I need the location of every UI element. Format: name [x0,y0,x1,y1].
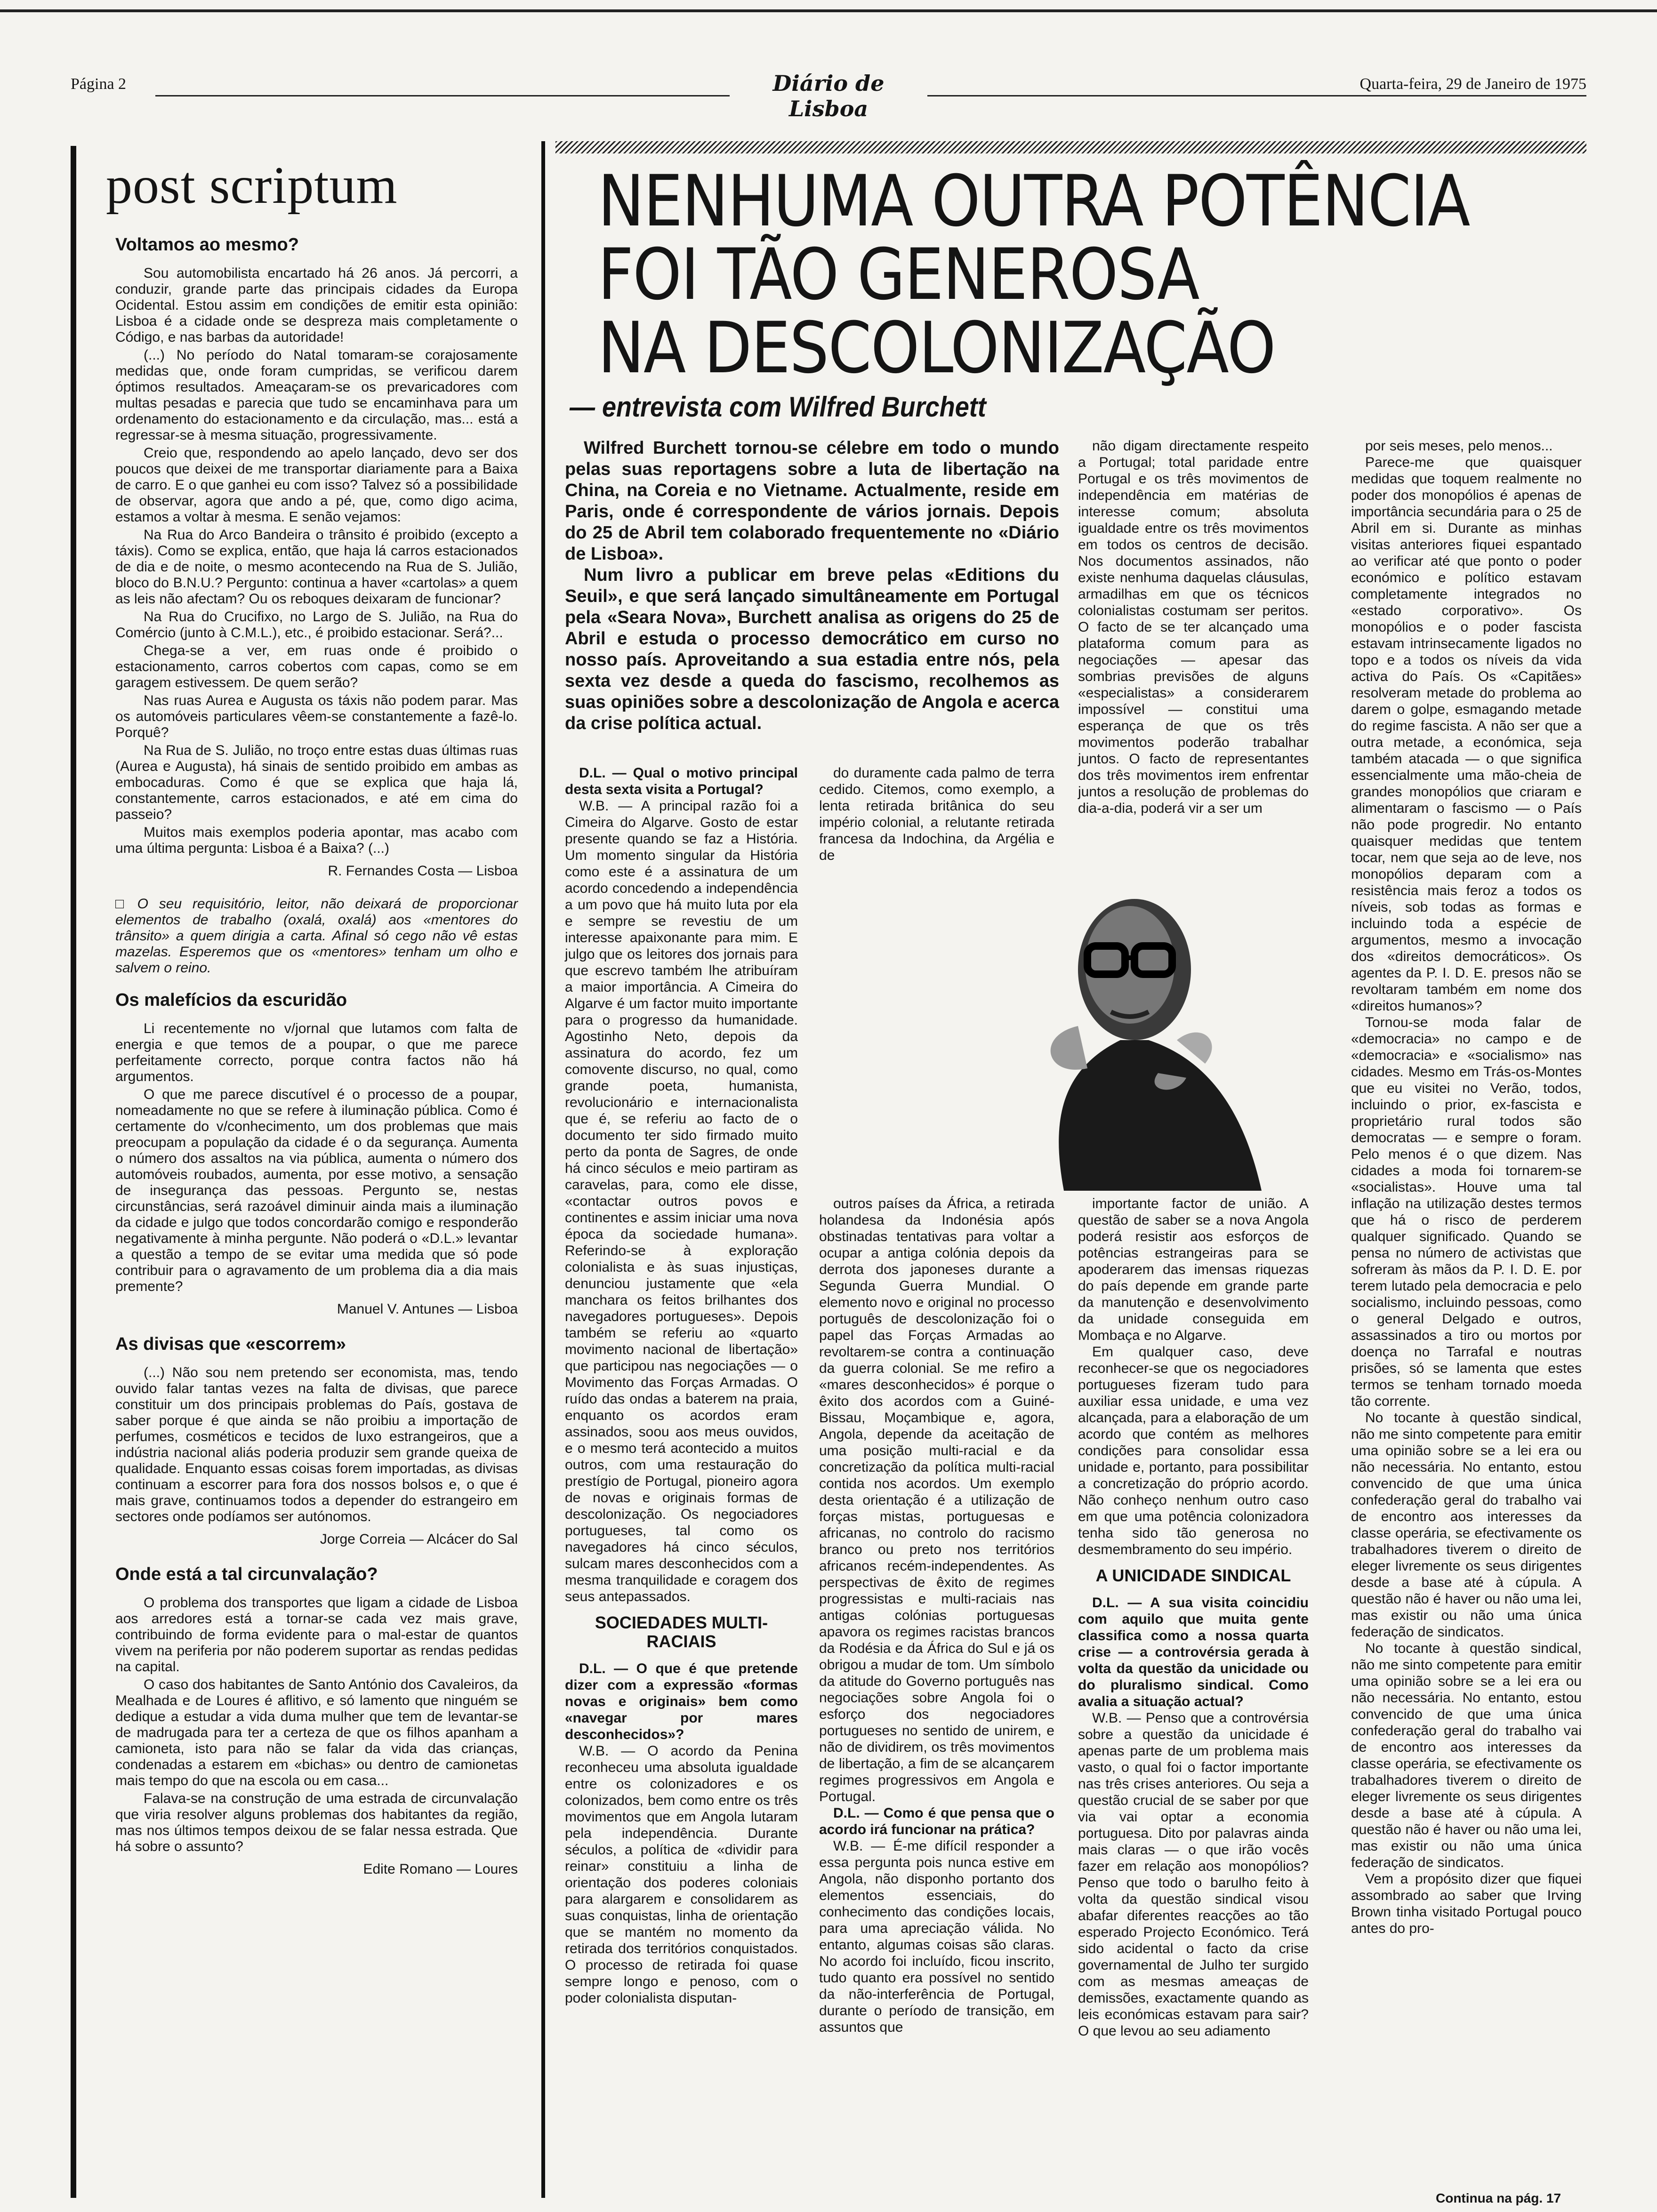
masthead [71,71,1586,121]
page-number: Página 2 [71,75,127,93]
letter-signature: R. Fernandes Costa — Lisboa [328,863,518,879]
column-bar [71,146,76,2198]
section-paragraph: Sou automobilista encartado há 26 anos. Já percorri, a conduzir, grande parte das principais cidades da Europa Ocidental. Estou assim em condições de emitir esta opinião: Lisboa é a cidade onde se despreza mais completamente o Código, e nas barbas da autoridade! [115,265,518,345]
section-paragraph: (...) No período do Natal tomaram-se corajosamente medidas que, onde foram cumpridas, se verificou darem óptimos resultados. Ameaçaram-se os prevaricadores com multas pesadas e parecia que tudo se encaminhava para um ordenamento do estacionamento e da circulação, mas... está a regressar-se à mesma situação, progressivamente. [115,347,518,443]
interview-answer: outros países da África, a retirada holandesa da Indonésia após obstinadas tentativas para voltar a ocupar a antiga colónia depois da derrota dos japoneses durante a Segunda Guerra Mundial. O elemento novo e original no processo português de descolonização foi o papel das Forças Armadas ao revoltarem-se contra a continuação da guerra colonial. Se me refiro a «mares desconhecidos» é porque o êxito dos acordos com a Guiné-Bissau, Moçambique e, agora, Angola, depende da aceitação de uma posição multi-racial e da concretização da política multi-racial contida nos acordos. Um exemplo desta orientação é a utilização de forças mistas, portuguesas e africanas, no controlo do racismo branco ou preto nos territórios africanos recém-independentes. As perspectivas de êxito de regimes progressistas e multi-raciais nas antigas colónias portuguesas apavora os regimes racistas brancos da Rodésia e da África do Sul e já os obrigou a mudar de tom. Um símbolo da atitude do Governo português nas negociações sobre Angola foi o esforço dos negociadores portugueses no sentido de unirem, e não de dividirem, os três movimentos de libertação, a fim de se alcançarem regimes progressivos em Angola e Portugal. [819,1196,1054,1804]
section-paragraph: O problema dos transportes que ligam a cidade de Lisboa aos arredores está a tornar-se cada vez mais grave, contribuindo de forma evidente para o mal-estar de quantos vivem na periferia por não poderem suportar as rendas pedidas na capital. [115,1595,518,1675]
section-body [115,1021,518,1295]
section-title: As divisas que «escorrem» [115,1334,346,1354]
post-scriptum-column [71,141,518,2198]
article-column-2-top [819,765,1054,864]
interview-answer: por seis meses, pelo menos... [1365,438,1553,454]
interview-answer: Parece-me que quaisquer medidas que toquem realmente no poder dos monopólios é apenas de importância secundária para o 25 de Abril em si. Durante as minhas visitas anteriores fiquei espantado ao verificar até que ponto o poder económico e político estavam completamente integrados no «estado corporativo». Os monopólios e o poder fascista estavam intrinsecamente ligados no topo e a todos os níveis da vida activa do País. Os «Capitães» resolveram metade do problema ao darem o golpe, esmagando metade do regime fascista. A não ser que a outra metade, a económica, seja também atacada — o que significa essencialmente uma mão-cheia de grandes monopólios que criaram e alimentaram o fascismo — o País não pode progredir. No entanto quaisquer medidas que tentem tocar, nem que seja ao de leve, nos monopólios deparam com a resistência mais feroz a todos os níveis, sob todas as formas e incluindo toda a espécie de argumentos, mesmo a invocação dos «direitos democráticos». Os agentes da P. I. D. E. presos não se revoltaram também em nome dos «direitos humanos»? [1351,455,1582,1014]
section-paragraph: Li recentemente no v/jornal que lutamos com falta de energia e que temos de a poupar, o que me parece perfeitamente correcto, porque contra factos não há argumentos. [115,1021,518,1084]
interview-answer: W.B. — Penso que a controvérsia sobre a questão da unicidade é apenas parte de um problema mais vasto, o qual foi o factor importante nas três crises anteriores. Ou seja a questão crucial de se saber por que via vai optar a economia portuguesa. Dito por palavras ainda mais claras — o que irão vocês fazer em relação aos monopólios? Penso que todo o barulho feito à volta da questão sindical visou abafar diferentes reacções ao tão esperado Projecto Económico. Terá sido acidental o facto da crise governamental de Julho ter surgido com as mesmas ameaças de demissões, exactamente quando as leis económicas estavam para sair? O que levou ao seu adiamento [1078,1710,1309,2039]
interview-answer: não digam directamente respeito a Portugal; total paridade entre Portugal e os três movimentos de independência em matérias de interesse comum; absoluta igualdade entre os três movimentos em todos os centros de decisão. Nos documentos assinados, não existe nenhuma daquelas cláusulas, armadilhas em que os técnicos colonialistas costumam ser peritos. O facto de se ter alcançado uma plataforma comum para as negociações — apesar das sombrias previsões de alguns «especialistas» a considerarem impossível — constitui uma esperança de que os três movimentos poderão trabalhar juntos. O facto de representantes dos três movimentos irem enfrentar juntos a resolução de problemas do dia-a-dia, poderá vir a ser um [1078,438,1309,816]
interview-question: D.L. — A sua visita coincidiu com aquilo que muita gente classifica como a nossa quarta crise — a controvérsia gerada à volta da questão da unicidade ou do pluralismo sindical. Como avalia a situação actual? [1078,1595,1309,1709]
section-body [115,1365,518,1525]
interview-answer: Tornou-se moda falar de «democracia» no campo e de «democracia» e «socialismo» nas cidades. Mesmo em Trás-os-Montes que eu visitei no Verão, todos, incluindo o prior, ex-fascista e proprietário rural todos são democratas — e sempre o foram. Pelo menos é o que dizem. Nas cidades a moda foi tornarem-se «socialistas». Houve uma tal inflação na utilização destes termos que há o risco de perderem qualquer significado. Quando se pensa no número de activistas que sofreram às mãos da P. I. D. E. por terem lutado pela democracia e pelo socialismo, incluindo pessoas, como o general Delgado e outros, assassinados a tiro ou mortos por doença no Tarrafal e noutras prisões, só se lamenta que estes termos se tenham tornado moeda tão corrente. [1351,1015,1582,1409]
article-column-2-bottom [819,1195,1054,2036]
article-subtitle: — entrevista com Wilfred Burchett [570,391,986,423]
interview-answer: W.B. — O acordo da Penina reconheceu uma absoluta igualdade entre os colonizadores e os colonizados, bem como entre os três movimentos que em Angola lutaram pela independência. Durante séculos, a política de «dividir para reinar» constituiu a linha de orientação dos poderes coloniais para alargarem e consolidarem as suas conquistas, linha de orientação que se mantém no momento da retirada dos territórios conquistados. O processo de retirada foi quase sempre longo e penoso, com o poder colonialista disputan- [565,1743,798,2006]
section-paragraph: (...) Não sou nem pretendo ser economista, mas, tendo ouvido falar tantas vezes na falta de divisas, que parece constituir um dos principais problemas do País, gostava de saber porque é que ainda se não proibiu a importação de perfumes, cosméticos e tecidos de luxo estrangeiros, que a indústria nacional aliás poderia produzir sem grande queixa de qualidade. Enquanto essas coisas forem importadas, as divisas continuam a escorrer para fora dos nossos bolsos e, o que é mais grave, continuamos todos a depender do estrangeiro em sectores onde podíamos ser autónomos. [115,1365,518,1524]
note-box-icon: □ [115,896,131,912]
section-title: Os malefícios da escuridão [115,990,347,1010]
headline-line: NENHUMA OUTRA POTÊNCIA [598,160,1470,242]
section-body [115,1595,518,1855]
section-paragraph: O caso dos habitantes de Santo António dos Cavaleiros, da Mealhada e de Loures é aflitivo, e só lamento que ninguém se dedique a estudar a vida duma mulher que tem de levantar-se de madrugada para ter a certeza de que os filhos apanham a camioneta, isto para não se falar da vida das crianças, condenadas a estarem em «bichas» ou dentro de camionetas mais tempo do que na escola ou em casa... [115,1677,518,1788]
section-body [115,265,518,857]
article-column-3-top [1078,438,1309,817]
headline-line: NA DESCOLONIZAÇÃO [598,307,1275,389]
continued-note: Continua na pág. 17 [1436,2191,1561,2205]
section-title: Voltamos ao mesmo? [115,235,299,255]
lead-paragraph: Num livro a publicar em breve pelas «Editions du Seuil», e que será lançado simultâneamente em Portugal pela «Seara Nova», Burchett analisa as origens do 25 de Abril e estuda o processo democrático em curso no nosso país. Aproveitando a sua estadia entre nós, pela sexta vez desde a queda do fascismo, recolhemos as suas opiniões sobre a descolonização de Angola e acerca da crise política actual. [565,565,1059,733]
article-lead [565,438,1059,734]
interview-answer: do duramente cada palmo de terra cedido. Citemos, como exemplo, a lenta retirada britânica do seu império colonial, a relutante retirada francesa da Indochina, da Argélia e de [819,765,1054,863]
section-paragraph: Creio que, respondendo ao apelo lançado, devo ser dos poucos que deixei de me transportar diariamente para a Baixa de carro. E o que ganhei eu com isso? Talvez só a possibilidade de observar, agora que ando a pé, que, como digo acima, estamos a voltar à mesma. E senão vejamos: [115,445,518,525]
article-headline [598,160,1470,389]
lead-paragraph: Wilfred Burchett tornou-se célebre em todo o mundo pelas suas reportagens sobre a luta de libertação na China, na Coreia e no Vietname. Actualmente, reside em Paris, onde é correspondente de vários jornais. Depois do 25 de Abril tem colaborado frequentemente no «Diário de Lisboa». [565,438,1059,564]
editor-note [115,896,518,976]
section-paragraph: Nas ruas Aurea e Augusta os táxis não podem parar. Mas os automóveis particulares vêem-se constantemente a fazê-lo. Porquê? [115,693,518,740]
section-paragraph: Na Rua de S. Julião, no troço entre estas duas últimas ruas (Aurea e Augusta), há sinais de sentido proibido em ambas as embocaduras. Como é que se explica que haja lá, constantemente, carros estacionados, e até em cima do passeio? [115,743,518,822]
interview-question: D.L. — O que é que pretende dizer com a expressão «formas novas e originais» bem como «navegar por mares desconhecidos»? [565,1661,798,1742]
top-border-rule [0,9,1657,12]
newspaper-name: Diário de Lisboa [730,71,927,121]
section-paragraph: Chega-se a ver, em ruas onde é proibido o estacionamento, carros cobertos com capas, como se em garagem estivessem. De quem serão? [115,643,518,690]
letter-signature: Jorge Correia — Alcácer do Sal [320,1531,518,1547]
interview-answer: No tocante à questão sindical, não me sinto competente para emitir uma opinião sobre se a lei era ou não necessária. No entanto, estou convencido de que uma única confederação geral do trabalho vai de encontro aos interesses da classe operária, se efectivamente os trabalhadores tiverem o direito de eleger livremente os seus dirigentes desde a base até à cúpula. A questão não é haver ou não uma lei, mas existir ou não uma única federação de sindicatos. [1351,1410,1582,1640]
interview-question: D.L. — Qual o motivo principal desta sexta visita a Portugal? [565,765,798,797]
post-scriptum-title: post scriptum [106,156,398,215]
section-paragraph: Na Rua do Arco Bandeira o trânsito é proibido (excepto a táxis). Como se explica, então, que haja lá carros estacionados de dia e de noite, o mesmo acontecendo na Rua de S. Julião, bloco do B.N.U.? Pergunto: continua a haver «cartolas» a quem as leis não afectam? Ou os reboques deixaram de funcionar? [115,527,518,607]
section-paragraph: Na Rua do Crucifixo, no Largo de S. Julião, na Rua do Comércio (junto à C.M.L.), etc., é proibido estacionar. Será?... [115,609,518,641]
article-column-3-bottom [1078,1195,1309,2039]
editor-note-text: O seu requisitório, leitor, não deixará de proporcionar elementos de trabalho (oxalá, oxalá) aos «mentores do trânsito» a quem dirigia a carta. Afinal só cego não vê estas mazelas. Esperemos que os «mentores» tenham um olho e salvem o reino. [115,896,518,976]
interview-answer: No tocante à questão sindical, não me sinto competente para emitir uma opinião sobre se a lei era ou não necessária. No entanto, estou convencido de que uma única confederação geral do trabalho vai de encontro aos interesses da classe operária, se efectivamente os trabalhadores tiverem o direito de eleger livremente os seus dirigentes desde a base até à cúpula. A questão não é haver ou não uma lei, mas existir ou não uma única federação de sindicatos. [1351,1641,1582,1870]
section-subhead: A UNICIDADE SINDICAL [1095,1566,1291,1585]
letter-signature: Edite Romano — Loures [363,1861,518,1877]
headline-line: FOI TÃO GENEROSA [598,234,1199,316]
section-paragraph: Muitos mais exemplos poderia apontar, mas acabo com uma última pergunta: Lisboa é a Baixa? (...) [115,825,518,856]
post-scriptum-content [92,141,518,1894]
section-paragraph: O que me parece discutível é o processo de a poupar, nomeadamente no que se refere à iluminação pública. Como é certamente do v/conhecimento, um dos problemas que mais preocupam a população da cidade é o da segurança. Aumenta o número dos assaltos na via pública, aumenta o número dos automóveis roubados, aumenta, por esse motivo, a sensação de insegurança das pessoas. Pergunto se, nestas circunstâncias, será razoável diminuir ainda mais a iluminação da cidade e julgo que todos concordarão comigo e responderão negativamente à minha pergunte. Não poderá o «D.L.» levantar a questão a tempo de se evitar uma medida que só pode contribuir para o agravamento de um problema dia a dia mais premente? [115,1087,518,1294]
interview-answer: importante factor de união. A questão de saber se a nova Angola poderá resistir aos esforços de potências estrangeiras para se apoderarem das imensas riquezas do país depende em grande parte da manutenção e desenvolvimento da unidade conseguida em Mombaça e no Algarve. [1078,1196,1309,1343]
section-paragraph: Falava-se na construção de uma estrada de circunvalação que viria resolver alguns problemas dos habitantes da região, mas nos últimos tempos deixou de se falar nessa estrada. Que há sobre o assunto? [115,1791,518,1854]
interview-answer: W.B. — A principal razão foi a Cimeira do Algarve. Gosto de estar presente quando se faz a História. Um momento singular da História como este é a assinatura de um acordo concedendo a independência a um povo que há muito luta por ela e sempre se revestiu de um interesse apaixonante para mim. E julgo que os leitores dos jornais para que escrevo também lhe atribuíram a maior importância. A Cimeira do Algarve é um factor muito importante para o progresso da humanidade. Agostinho Neto, depois da assinatura do acordo, fez um comovente discurso, no qual, como grande poeta, humanista, revolucionário e internacionalista que é, se referiu ao facto de o documento ter sido firmado muito perto da ponta de Sagres, de onde há cinco séculos e meio partiram as caravelas, para, como ele disse, «contactar outros povos e continentes e assim iniciar uma nova época da sociedade humana». Referindo-se à exploração colonialista e às suas injustiças, denunciou justamente que «ela manchara os feitos brilhantes dos navegadores portugueses». Depois também se referiu ao «quarto movimento nacional de libertação» que participou nas negociações — o Movimento das Forças Armadas. O ruído das ondas a baterem na praia, enquanto os acordos eram assinados, soou aos meus ouvidos, e o mesmo terá acontecido a muitos outros, com uma restauração do prestígio de Portugal, pioneiro agora de novas e originais formas de descolonização. Os negociadores portugueses, tal como os navegadores há cinco séculos, sulcam mares desconhecidos com a mesma tranquilidade e coragem dos seus antepassados. [565,798,798,1604]
portrait-photo [979,871,1299,1191]
article-column-4 [1351,438,1582,1937]
letter-signature: Manuel V. Antunes — Lisboa [337,1301,518,1317]
issue-date: Quarta-feira, 29 de Janeiro de 1975 [1355,75,1586,93]
article-column-1 [565,765,798,2006]
column-divider [541,141,545,2198]
section-title: Onde está a tal circunvalação? [115,1564,378,1584]
interview-answer: Vem a propósito dizer que fiquei assombrado ao saber que Irving Brown tinha visitado Portugal pouco antes do pro- [1351,1871,1582,1936]
hatched-banner [555,141,1586,153]
interview-answer: W.B. — É-me difícil responder a essa pergunta pois nunca estive em Angola, não disponho portanto dos elementos essenciais, do conhecimento das condições locais, para uma apreciação válida. No entanto, algumas coisas são claras. No acordo foi incluído, ficou inscrito, tudo quanto era possível no sentido da não-interferência de Portugal, durante o período de transição, em assuntos que [819,1838,1054,2035]
section-subhead: SOCIEDADES MULTI-RACIAIS [595,1613,768,1651]
interview-question: D.L. — Como é que pensa que o acordo irá funcionar na prática? [819,1805,1054,1837]
interview-answer: Em qualquer caso, deve reconhecer-se que os negociadores portugueses fizeram tudo para auxiliar essa unidade, e uma vez alcançada, para a elaboração de um acordo que contém as melhores condições para consolidar essa unidade e, portanto, para possibilitar a concretização do próprio acordo. Não conheço nenhum outro caso em que uma potência colonizadora tenha sido tão generosa no desmembramento do seu império. [1078,1344,1309,1557]
